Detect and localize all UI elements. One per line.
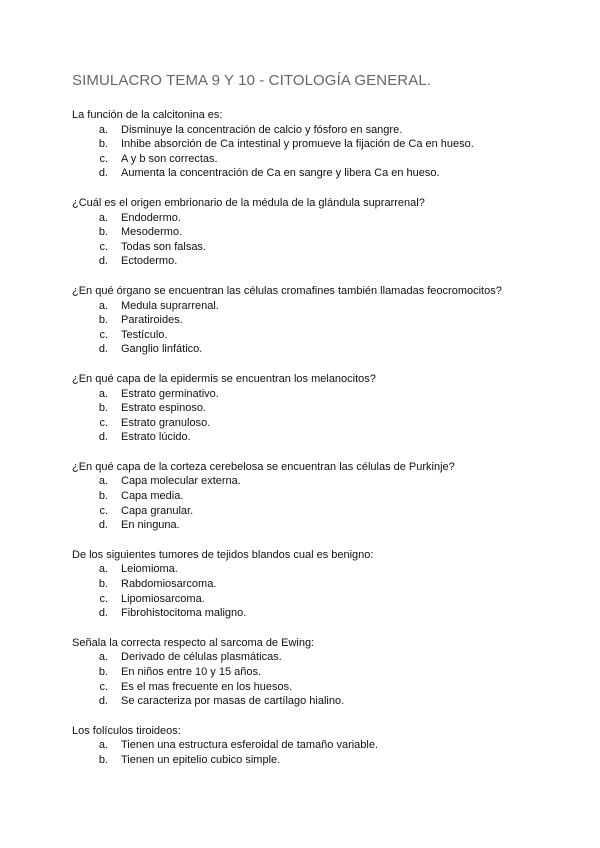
question-block <box>72 724 542 768</box>
option-list <box>72 123 542 181</box>
answer-option <box>72 577 542 592</box>
answer-option <box>72 738 542 753</box>
answer-option <box>72 342 542 357</box>
answer-option <box>72 680 542 695</box>
option-text: En ninguna. <box>121 519 180 532</box>
option-letter: b. <box>98 666 108 678</box>
option-text: Capa granular. <box>121 504 194 517</box>
option-letter: a. <box>98 651 108 664</box>
option-letter: b. <box>98 314 108 327</box>
option-letter: d. <box>98 343 108 356</box>
answer-option <box>72 606 542 621</box>
option-text: A y b son correctas. <box>121 152 218 165</box>
option-list <box>72 738 542 767</box>
answer-option <box>72 299 542 314</box>
option-text: Disminuye la concentración de calcio y fósforo en sangre. <box>121 123 403 136</box>
answer-option <box>72 313 542 328</box>
answer-option <box>72 474 542 489</box>
option-text: Rabdomiosarcoma. <box>121 578 217 591</box>
option-text: Estrato lúcido. <box>121 431 191 444</box>
option-letter: c. <box>99 504 108 517</box>
option-letter: c. <box>99 152 108 165</box>
answer-option <box>72 211 542 226</box>
option-text: Testículo. <box>121 328 168 341</box>
option-text: Leiomioma. <box>121 563 178 576</box>
option-text: Endodermo. <box>121 211 181 224</box>
answer-option <box>72 152 542 167</box>
question-text: Señala la correcta respecto al sarcoma de Ewing: <box>72 636 315 649</box>
option-letter: a. <box>98 211 108 224</box>
option-text: Lipomiosarcoma. <box>121 592 205 605</box>
answer-option <box>72 328 542 343</box>
option-letter: d. <box>98 255 108 268</box>
option-letter: b. <box>98 138 108 151</box>
option-text: Ectodermo. <box>121 255 178 268</box>
option-text: Derivado de células plasmáticas. <box>121 651 282 664</box>
question-text: La función de la calcitonina es: <box>72 109 223 121</box>
option-letter: b. <box>98 578 108 591</box>
option-letter: b. <box>98 490 108 503</box>
answer-option <box>72 694 542 709</box>
option-list <box>72 299 542 357</box>
option-text: Todas son falsas. <box>121 240 206 253</box>
option-text: En niños entre 10 y 15 años. <box>121 666 262 678</box>
question-block <box>72 460 542 533</box>
option-list <box>72 650 542 708</box>
question-block <box>72 636 542 709</box>
option-letter: a. <box>98 563 108 576</box>
answer-option <box>72 562 542 577</box>
answer-option <box>72 665 542 680</box>
answer-option <box>72 123 542 138</box>
question-block <box>72 108 542 181</box>
option-text: Inhibe absorción de Ca intestinal y promueve la fijación de Ca en hueso. <box>121 138 474 151</box>
option-letter: c. <box>99 328 108 341</box>
answer-option <box>72 387 542 402</box>
question-block <box>72 196 542 269</box>
answer-option <box>72 592 542 607</box>
option-list <box>72 562 542 620</box>
question-block <box>72 284 542 357</box>
option-letter: d. <box>98 167 108 180</box>
answer-option <box>72 401 542 416</box>
answer-option <box>72 254 542 269</box>
option-letter: c. <box>99 680 108 693</box>
question-text: ¿Cuál es el origen embrionario de la médula de la glándula suprarrenal? <box>72 196 425 209</box>
answer-option <box>72 518 542 533</box>
answer-option <box>72 416 542 431</box>
option-text: Tienen un epitelio cubico simple. <box>121 753 281 766</box>
question-list <box>72 108 542 783</box>
option-letter: a. <box>98 387 108 400</box>
answer-option <box>72 489 542 504</box>
option-letter: a. <box>98 475 108 488</box>
answer-option <box>72 504 542 519</box>
option-text: Tienen una estructura esferoidal de tamaño variable. <box>121 739 379 752</box>
question-text: ¿En qué capa de la epidermis se encuentran los melanocitos? <box>72 372 376 385</box>
answer-option <box>72 137 542 152</box>
answer-option <box>72 166 542 181</box>
option-text: Mesodermo. <box>121 226 183 239</box>
option-text: Es el mas frecuente en los huesos. <box>121 680 293 693</box>
question-block <box>72 548 542 621</box>
question-text: Los folículos tiroideos: <box>72 724 181 737</box>
option-letter: b. <box>98 402 108 415</box>
answer-option <box>72 650 542 665</box>
option-letter: d. <box>98 431 108 444</box>
option-letter: b. <box>98 226 108 239</box>
answer-option <box>72 430 542 445</box>
option-letter: a. <box>98 299 108 312</box>
option-letter: b. <box>98 753 108 766</box>
option-text: Aumenta la concentración de Ca en sangre y libera Ca en hueso. <box>121 167 440 180</box>
option-list <box>72 211 542 269</box>
option-text: Estrato germinativo. <box>121 387 219 400</box>
option-letter: c. <box>99 240 108 253</box>
option-text: Capa molecular externa. <box>121 475 241 488</box>
answer-option <box>72 225 542 240</box>
option-list <box>72 474 542 532</box>
question-block <box>72 372 542 445</box>
answer-option <box>72 240 542 255</box>
option-letter: d. <box>98 695 108 708</box>
option-list <box>72 387 542 445</box>
question-text: ¿En qué capa de la corteza cerebelosa se encuentran las células de Purkinje? <box>72 460 455 473</box>
option-text: Fibrohistocitoma maligno. <box>121 607 247 620</box>
question-text: De los siguientes tumores de tejidos blandos cual es benigno: <box>72 548 374 561</box>
option-text: Estrato espinoso. <box>121 402 206 415</box>
page-title: SIMULACRO TEMA 9 Y 10 - CITOLOGÍA GENERAL. <box>72 72 432 89</box>
option-letter: c. <box>99 592 108 605</box>
option-text: Medula suprarrenal. <box>121 299 219 312</box>
option-text: Capa media. <box>121 490 184 503</box>
option-letter: a. <box>98 739 108 752</box>
question-text: ¿En qué órgano se encuentran las células cromafines también llamadas feocromocitos? <box>72 284 502 297</box>
option-letter: d. <box>98 519 108 532</box>
option-letter: c. <box>99 416 108 429</box>
answer-option <box>72 753 542 768</box>
option-text: Ganglio linfático. <box>121 343 203 356</box>
option-text: Se caracteriza por masas de cartílago hialino. <box>121 695 345 708</box>
option-letter: d. <box>98 607 108 620</box>
option-text: Paratiroides. <box>121 314 183 327</box>
option-letter: a. <box>98 123 108 136</box>
option-text: Estrato granuloso. <box>121 416 211 429</box>
